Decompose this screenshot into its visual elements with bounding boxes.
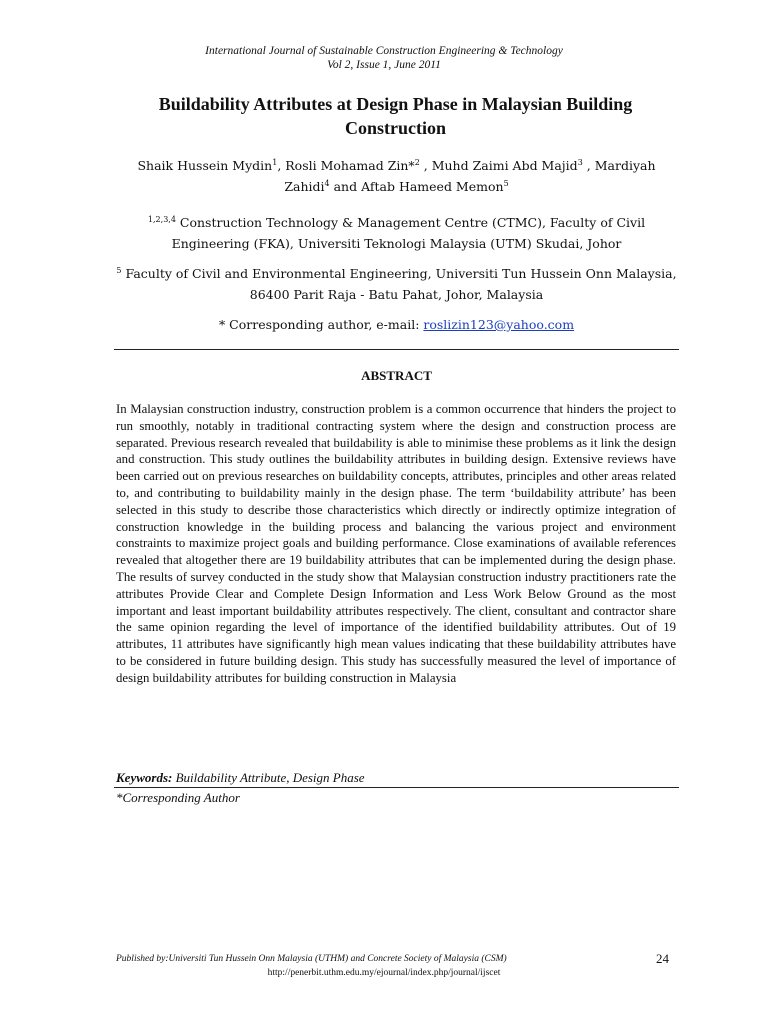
affiliation-sup: 5 [116,266,122,275]
author-sup: 2 [414,158,420,167]
author-sup: 3 [577,158,583,167]
page-number: 24 [656,951,669,966]
paper-title: Buildability Attributes at Design Phase in Malaysian Building Construction [158,94,633,138]
affiliation-sup: 1,2,3,4 [147,215,176,224]
keywords [116,770,365,786]
author-name: Zahidi [284,179,325,194]
journal-issue: Vol 2, Issue 1, June 2011 [327,59,441,71]
author-name: and Aftab Hameed Memon [333,179,504,194]
divider-bottom [114,787,679,788]
author-sup: 5 [503,179,509,188]
author-sup: 4 [324,179,330,188]
affiliation-text: Construction Technology & Management Centre (CTMC), Faculty of Civil [179,215,646,230]
affiliation-text: Faculty of Civil and Environmental Engineering, Universiti Tun Hussein Onn Malaysia, [125,266,677,281]
author-sup: 1 [272,158,278,167]
affiliation-text: 86400 Parit Raja - Batu Pahat, Johor, Malaysia [249,287,544,302]
author-line-2 [114,176,679,197]
corresponding-label: * Corresponding author, e-mail: [218,317,420,332]
journal-name: International Journal of Sustainable Construction Engineering & Technology [205,45,563,57]
keywords-value: Buildability Attribute, Design Phase [175,770,365,785]
author-name: , Rosli Mohamad Zin* [277,158,415,173]
corresponding-author [114,314,679,335]
author-name: Shaik Hussein Mydin [137,158,273,173]
publisher-footer: Published by:Universiti Tun Hussein Onn Malaysia (UTHM) and Concrete Society of Malaysia (CSM) [116,954,507,964]
affiliation-2 [114,263,679,305]
author-name: , Mardiyah [586,158,656,173]
divider-top [114,349,679,350]
email-link[interactable]: roslizin123@yahoo.com [423,317,575,332]
abstract-heading: ABSTRACT [361,368,432,383]
author-name: , Muhd Zaimi Abd Majid [423,158,578,173]
keywords-label: Keywords: [116,770,173,785]
footer-url[interactable]: http://penerbit.uthm.edu.my/ejournal/index.php/journal/ijscet [267,968,501,978]
author-list [114,155,679,197]
author-line-1 [114,155,679,176]
affiliation-text: Engineering (FKA), Universiti Teknologi Malaysia (UTM) Skudai, Johor [171,236,622,251]
abstract-text: In Malaysian construction industry, construction problem is a common occurrence that hinders the project to run smoothly, notably in traditional contracting system where the design and construction process are separated. Previous research revealed that buildability is able to minimise these problems as it link the design and construction. This study outlines the buildability attributes in building design. Extensive reviews have been carried out on previous researches on buildability concepts, attributes, principles and other areas related to, and contributing to buildability mainly in the design phase. The term ‘buildability attribute’ has been selected in this study to describe those characteristics which directly or indirectly optimize integration of construction knowledge in the building process and balancing the various project and environment constraints to maximize project goals and building performance. Close examinations of available references revealed that altogether there are 19 buildability attributes that can be implemented during the design phase. The results of survey conducted in the study show that Malaysian construction industry practitioners rate the attributes Provide Clear and Complete Design Information and Less Work Below Ground as the most important and least important buildability attributes respectively. The client, consultant and contractor share the same opinion regarding the level of importance of the identified buildability attributes. Out of 19 attributes, 11 attributes have significantly high mean values indicating that these buildability attributes have to be considered in future building design. This study has successfully measured the level of importance of design buildability attributes for building construction in Malaysia [116,402,676,685]
affiliation-1 [114,212,679,254]
corresponding-note: *Corresponding Author [116,790,240,805]
